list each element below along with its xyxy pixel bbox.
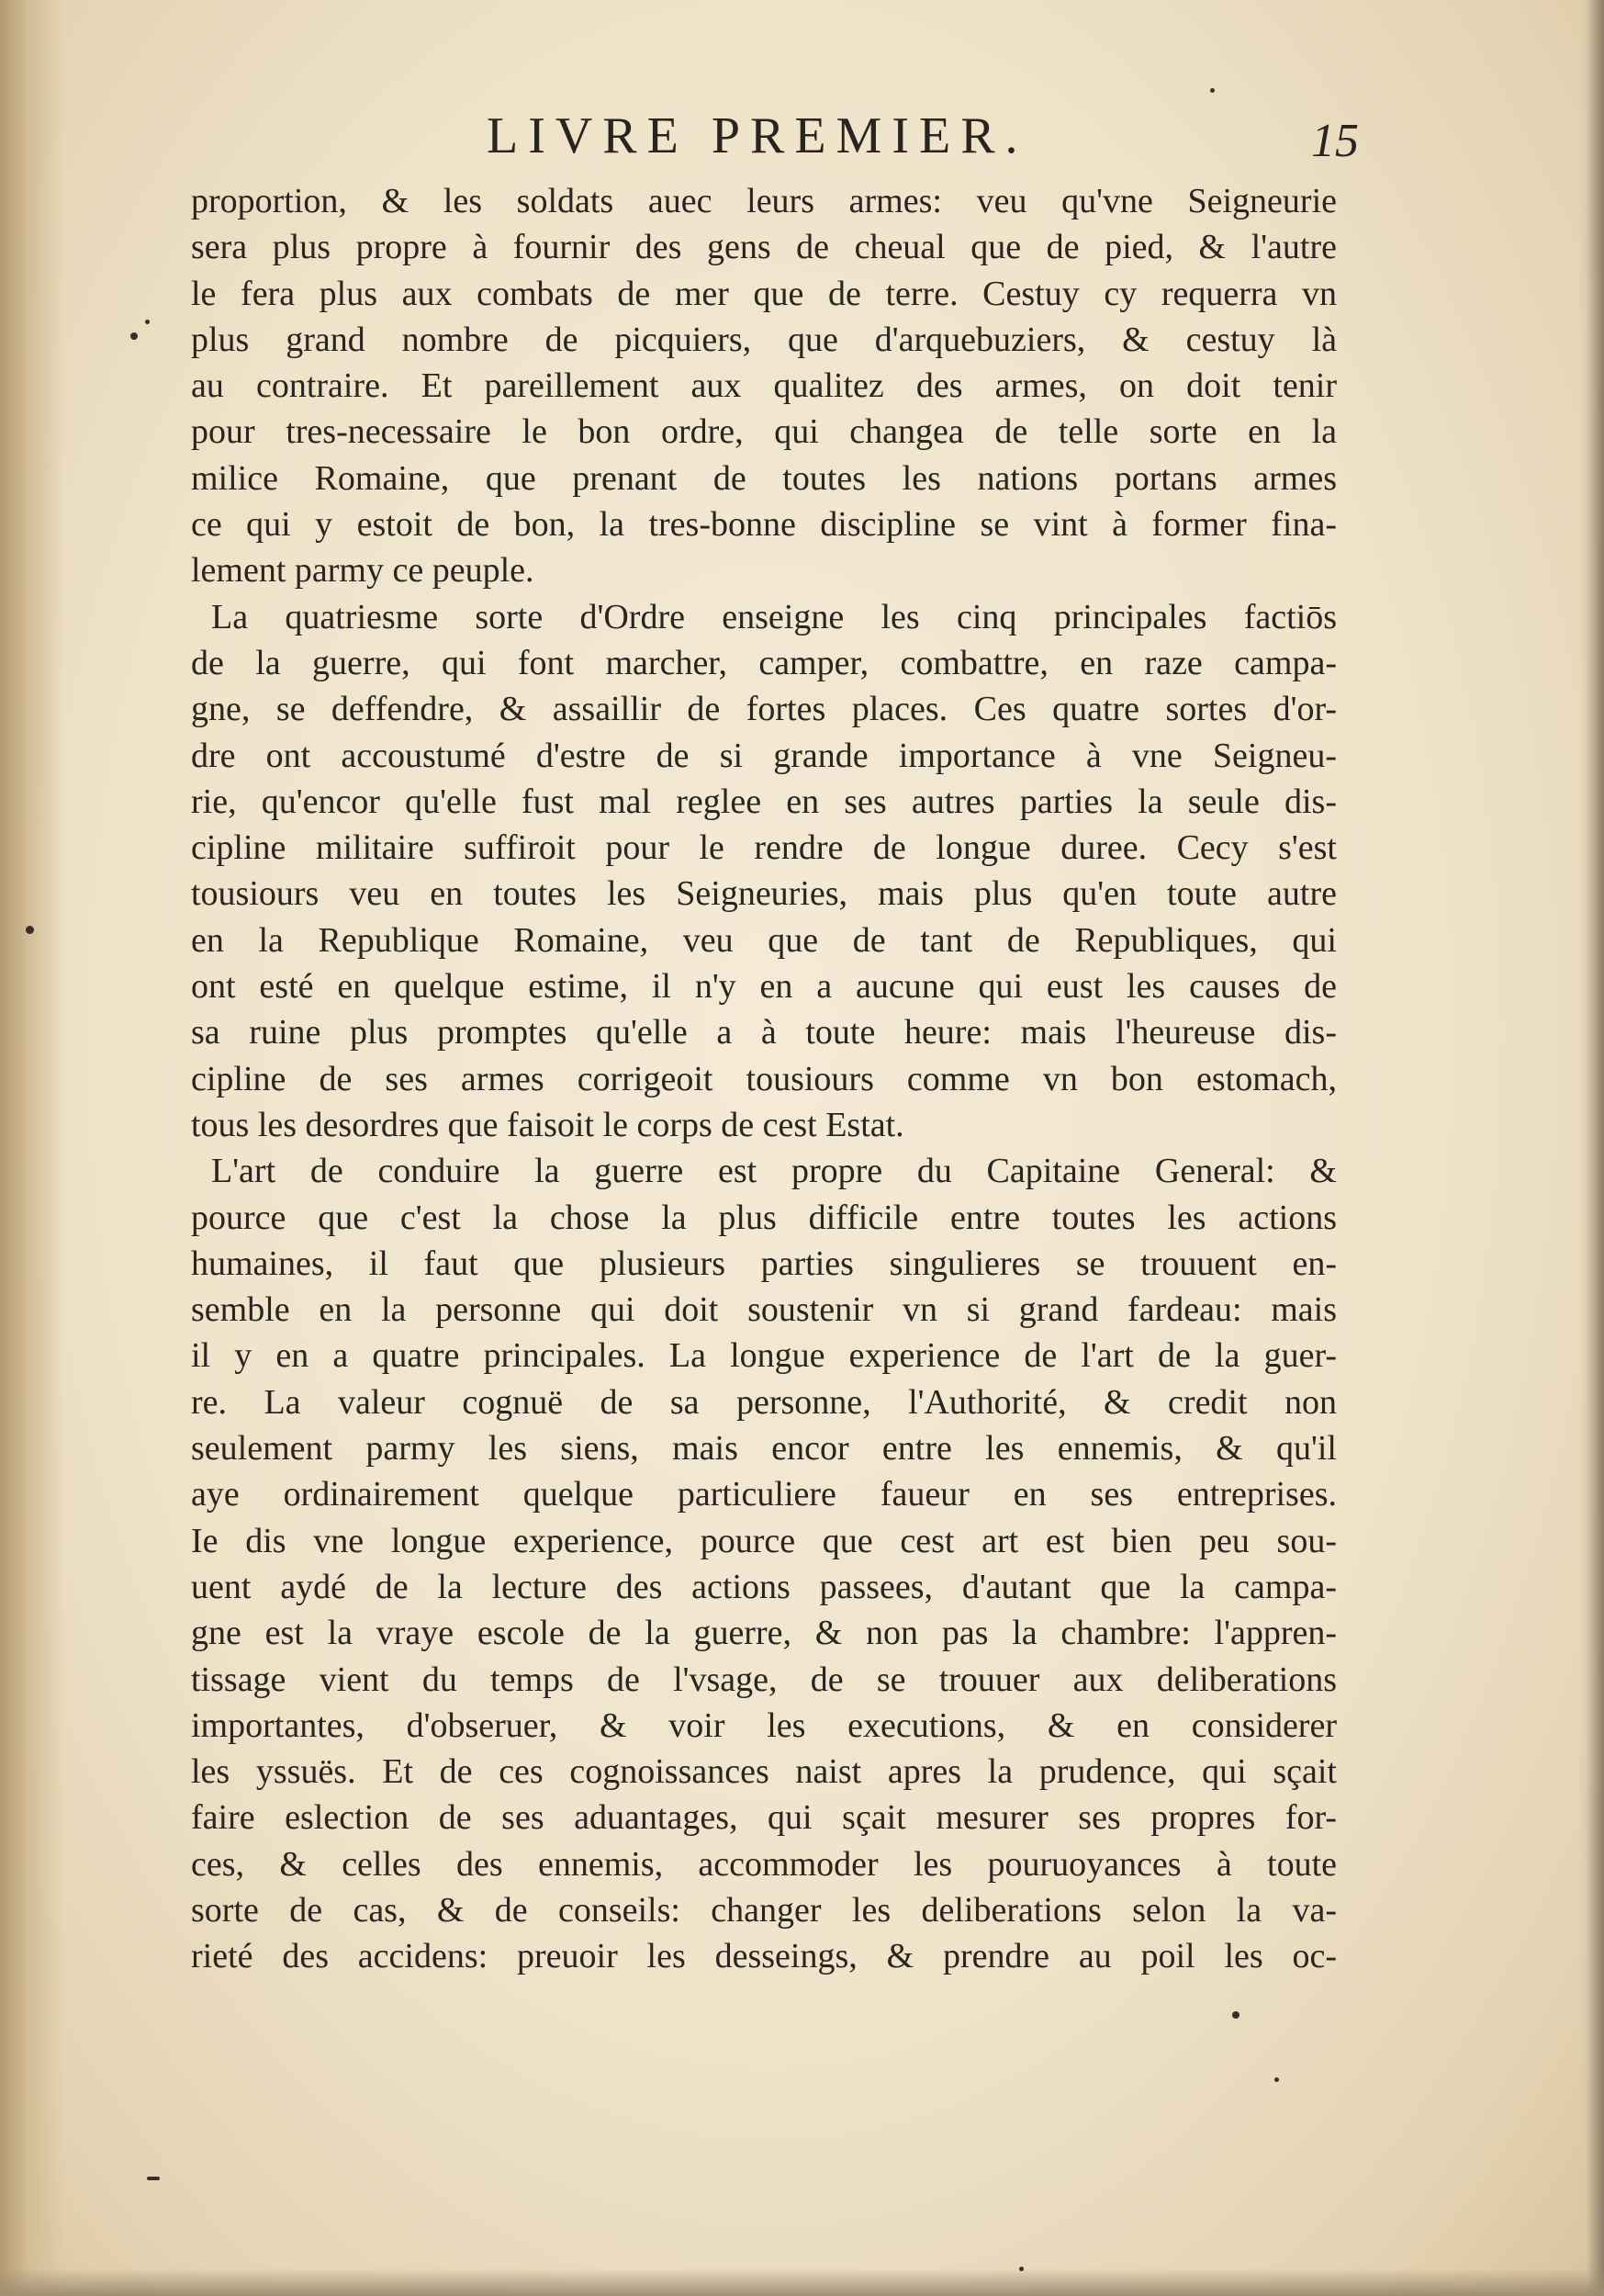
- text-line: plus grand nombre de picquiers, que d'arquebuziers, & cestuy là: [191, 320, 1337, 359]
- ink-speck: [1232, 2011, 1239, 2019]
- text-line: en la Republique Romaine, veu que de tant de Republiques, qui: [191, 920, 1337, 960]
- text-line: cipline militaire suffiroit pour le rendre de longue duree. Cecy s'est: [191, 828, 1337, 868]
- text-line: uent aydé de la lecture des actions passees, d'autant que la campa-: [191, 1567, 1337, 1606]
- running-title: LIVRE PREMIER.: [487, 107, 1028, 164]
- text-line: milice Romaine, que prenant de toutes les nations portans armes: [191, 458, 1337, 498]
- text-line: aye ordinairement quelque particuliere faueur en ses entreprises.: [191, 1475, 1337, 1514]
- text-line: au contraire. Et pareillement aux qualitez des armes, on doit tenir: [191, 366, 1337, 406]
- text-line: gne, se deffendre, & assaillir de fortes places. Ces quatre sortes d'or-: [191, 690, 1337, 729]
- text-line: humaines, il faut que plusieurs parties singulieres se trouuent en-: [191, 1244, 1337, 1283]
- text-line: sera plus propre à fournir des gens de cheual que de pied, & l'autre: [191, 228, 1337, 267]
- text-line: importantes, d'obseruer, & voir les executions, & en considerer: [191, 1705, 1337, 1745]
- ink-speck: [130, 332, 138, 340]
- page-right-edge: [1578, 0, 1604, 2296]
- text-line: semble en la personne qui doit soustenir vn si grand fardeau: mais: [191, 1290, 1337, 1330]
- text-line: La quatriesme sorte d'Ordre enseigne les cinq principales factiōs: [211, 597, 1337, 636]
- ink-speck: [147, 2177, 160, 2180]
- body-text: [191, 178, 1337, 1980]
- text-line: rie, qu'encor qu'elle fust mal reglee en ses autres parties la seule dis-: [191, 782, 1337, 821]
- text-line: cipline de ses armes corrigeoit tousiours comme vn bon estomach,: [191, 1059, 1337, 1098]
- text-line: L'art de conduire la guerre est propre du Capitaine General: &: [211, 1152, 1337, 1191]
- ink-speck: [26, 926, 34, 934]
- text-line: faire eslection de ses aduantages, qui sçait mesurer ses propres for-: [191, 1798, 1337, 1838]
- ink-speck: [1210, 88, 1215, 93]
- text-line: seulement parmy les siens, mais encor entre les ennemis, & qu'il: [191, 1429, 1337, 1469]
- text-line: ce qui y estoit de bon, la tres-bonne discipline se vint à former fina-: [191, 505, 1337, 545]
- text-line: gne est la vraye escole de la guerre, & non pas la chambre: l'appren-: [191, 1614, 1337, 1653]
- page-bottom-edge: [0, 2268, 1604, 2296]
- text-line: tissage vient du temps de l'vsage, de se trouuer aux deliberations: [191, 1660, 1337, 1699]
- text-line: proportion, & les soldats auec leurs armes: veu qu'vne Seigneurie: [191, 182, 1337, 220]
- text-line: tousiours veu en toutes les Seigneuries, mais plus qu'en toute autre: [191, 874, 1337, 914]
- text-line: le fera plus aux combats de mer que de terre. Cestuy cy requerra vn: [191, 274, 1337, 313]
- text-line: lement parmy ce peuple.: [191, 551, 534, 591]
- ink-speck: [1019, 2267, 1024, 2271]
- page-gutter-shadow: [0, 0, 64, 2296]
- text-line: pource que c'est la chose la plus difficile entre toutes les actions: [191, 1198, 1337, 1237]
- text-line: rieté des accidens: preuoir les desseings, & prendre au poil les oc-: [191, 1937, 1337, 1976]
- text-line: tous les desordres que faisoit le corps de cest Estat.: [191, 1105, 904, 1144]
- text-line: sorte de cas, & de conseils: changer les deliberations selon la va-: [191, 1890, 1337, 1930]
- text-line: de la guerre, qui font marcher, camper, combattre, en raze campa-: [191, 643, 1337, 682]
- text-line: sa ruine plus promptes qu'elle a à toute heure: mais l'heureuse dis-: [191, 1013, 1337, 1052]
- text-line: les yssuës. Et de ces cognoissances naist apres la prudence, qui sçait: [191, 1752, 1337, 1792]
- page-header: [184, 99, 1359, 173]
- text-line: pour tres-necessaire le bon ordre, qui changea de telle sorte en la: [191, 412, 1337, 452]
- text-line: re. La valeur cognuë de sa personne, l'Authorité, & credit non: [191, 1382, 1337, 1422]
- ink-speck: [1274, 2077, 1279, 2082]
- text-line: Ie dis vne longue experience, pource que cest art est bien peu sou-: [191, 1521, 1337, 1560]
- text-line: il y en a quatre principales. La longue experience de l'art de la guer-: [191, 1336, 1337, 1376]
- page-number: 15: [1311, 115, 1359, 167]
- text-line: dre ont accoustumé d'estre de si grande importance à vne Seigneu-: [191, 736, 1337, 775]
- text-line: ces, & celles des ennemis, accommoder les pouruoyances à toute: [191, 1844, 1337, 1884]
- ink-speck: [145, 320, 150, 324]
- text-line: ont esté en quelque estime, il n'y en a aucune qui eust les causes de: [191, 967, 1337, 1007]
